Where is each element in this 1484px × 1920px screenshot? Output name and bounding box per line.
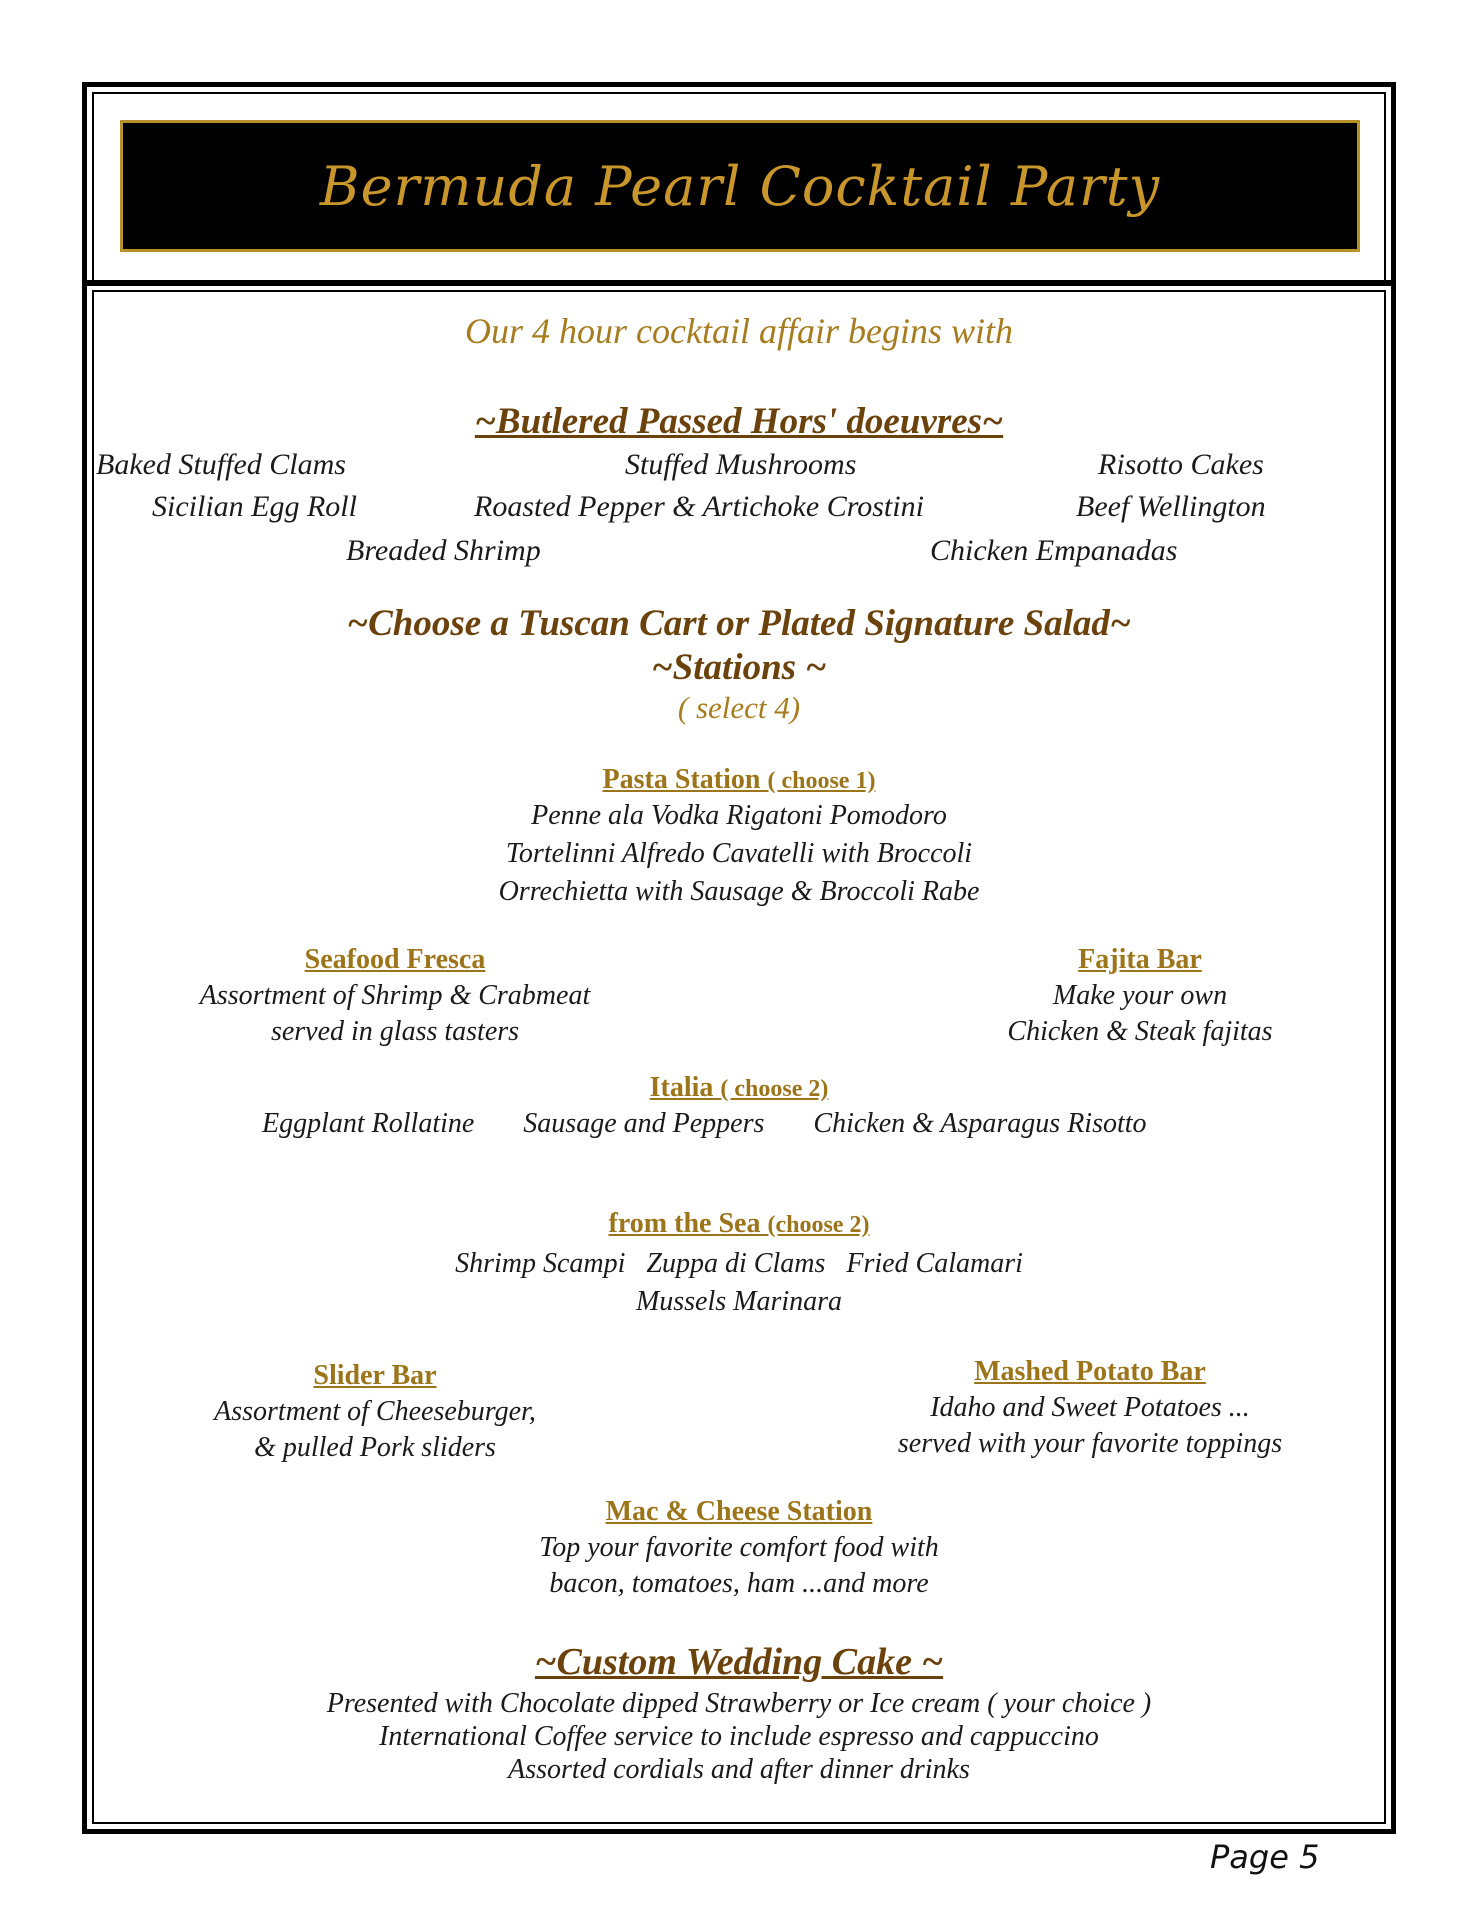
potato-station	[890, 1356, 1290, 1460]
page-number: Page 5	[1210, 1838, 1320, 1876]
seafood-line: Assortment of Shrimp & Crabmeat	[199, 980, 591, 1011]
pasta-title: Pasta Station ( choose 1)	[602, 764, 876, 795]
italia-title: Italia ( choose 2)	[649, 1072, 829, 1103]
italia-station	[92, 1072, 1386, 1104]
seafood-line: served in glass tasters	[270, 1016, 520, 1047]
sea-station	[92, 1208, 1386, 1240]
hors-item: Roasted Pepper & Artichoke Crostini	[474, 490, 924, 523]
slider-line: & pulled Pork sliders	[254, 1432, 496, 1463]
page-title: Bermuda Pearl Cocktail Party	[319, 154, 1161, 218]
pasta-line: Orrechietta with Sausage & Broccoli Rabe	[498, 876, 980, 907]
hors-item: Sicilian Egg Roll	[152, 490, 357, 523]
mac-line: bacon, tomatoes, ham ...and more	[549, 1568, 929, 1599]
pasta-station	[92, 764, 1386, 796]
seafood-station	[170, 944, 620, 1048]
potato-line: Idaho and Sweet Potatoes ...	[930, 1392, 1250, 1423]
sea-title: from the Sea (choose 2)	[608, 1208, 870, 1239]
sea-line: Shrimp Scampi Zuppa di Clams Fried Calamari	[455, 1248, 1023, 1279]
cake-line: Assorted cordials and after dinner drinks	[508, 1754, 970, 1785]
sea-line: Mussels Marinara	[635, 1286, 843, 1317]
stations-heading: ~Stations ~	[651, 647, 827, 688]
mac-station	[92, 1496, 1386, 1600]
italia-line: Eggplant Rollatine Sausage and Peppers Chicken & Asparagus Risotto	[262, 1108, 1147, 1139]
pasta-line: Tortelinni Alfredo Cavatelli with Broccoli	[505, 838, 973, 869]
hors-item: Baked Stuffed Clams	[96, 448, 346, 481]
potato-line: served with your favorite toppings	[897, 1428, 1283, 1459]
fajita-station	[960, 944, 1320, 1048]
seafood-title: Seafood Fresca	[304, 944, 486, 975]
cake-heading: ~Custom Wedding Cake ~	[534, 1641, 944, 1683]
hors-item: Breaded Shrimp	[346, 534, 541, 567]
hors-item: Chicken Empanadas	[930, 534, 1178, 567]
hors-item: Risotto Cakes	[1098, 448, 1264, 481]
potato-title: Mashed Potato Bar	[974, 1356, 1206, 1387]
title-banner	[120, 120, 1360, 252]
pasta-line: Penne ala Vodka Rigatoni Pomodoro	[531, 800, 947, 831]
hors-item: Stuffed Mushrooms	[625, 448, 857, 481]
slider-line: Assortment of Cheeseburger,	[214, 1396, 536, 1427]
mac-line: Top your favorite comfort food with	[539, 1532, 939, 1563]
intro-text: Our 4 hour cocktail affair begins with	[465, 311, 1013, 351]
hors-item: Beef Wellington	[1076, 490, 1266, 523]
cake-line: International Coffee service to include espresso and cappuccino	[379, 1721, 1099, 1752]
select-note: ( select 4)	[677, 690, 801, 725]
cake-line: Presented with Chocolate dipped Strawberry or Ice cream ( your choice )	[326, 1688, 1152, 1719]
fajita-title: Fajita Bar	[1078, 944, 1202, 975]
slider-station	[180, 1360, 570, 1464]
salad-heading: ~Choose a Tuscan Cart or Plated Signature Salad~	[346, 603, 1131, 644]
slider-title: Slider Bar	[313, 1360, 437, 1391]
header-divider	[82, 280, 1396, 286]
mac-title: Mac & Cheese Station	[605, 1496, 873, 1527]
hors-heading: ~Butlered Passed Hors' doeuvres~	[474, 401, 1004, 442]
fajita-line: Chicken & Steak fajitas	[1007, 1016, 1273, 1047]
fajita-line: Make your own	[1052, 980, 1228, 1011]
